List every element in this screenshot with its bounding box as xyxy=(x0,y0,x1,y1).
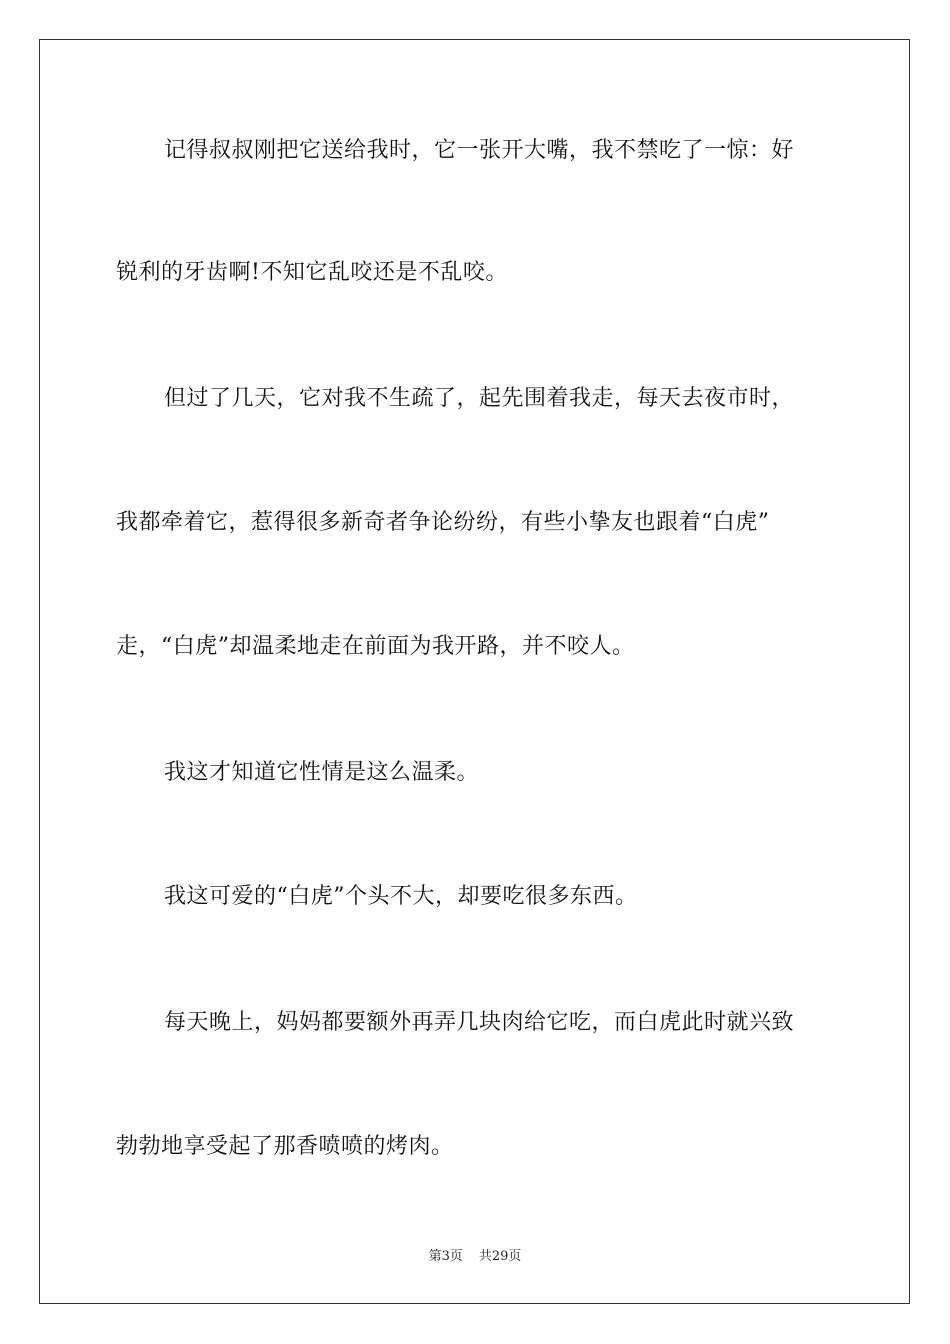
page-border xyxy=(39,39,910,1304)
paragraph-5-line-2: 勃勃地享受起了那香喷喷的烤肉。 xyxy=(116,1134,454,1159)
paragraph-2-line-1: 但过了几天，它对我不生疏了，起先围着我走，每天去夜市时， xyxy=(164,386,795,411)
page-footer xyxy=(0,1248,950,1266)
paragraph-4-line-1: 我这可爱的“白虎”个头不大，却要吃很多东西。 xyxy=(164,884,638,909)
paragraph-5-line-1: 每天晚上，妈妈都要额外再弄几块肉给它吃，而白虎此时就兴致 xyxy=(164,1010,795,1035)
paragraph-1-line-1: 记得叔叔刚把它送给我时，它一张开大嘴，我不禁吃了一惊：好 xyxy=(164,138,795,163)
total-pages-label: 共29页 xyxy=(478,1249,522,1264)
paragraph-1-line-2: 锐利的牙齿啊!不知它乱咬还是不乱咬。 xyxy=(116,260,508,285)
paragraph-3-line-1: 我这才知道它性情是这么温柔。 xyxy=(164,760,480,785)
current-page-label: 第3页 xyxy=(428,1249,463,1264)
paragraph-2-line-3: 走，“白虎”却温柔地走在前面为我开路，并不咬人。 xyxy=(116,634,635,659)
paragraph-2-line-2: 我都牵着它，惹得很多新奇者争论纷纷，有些小挚友也跟着“白虎” xyxy=(116,510,770,535)
